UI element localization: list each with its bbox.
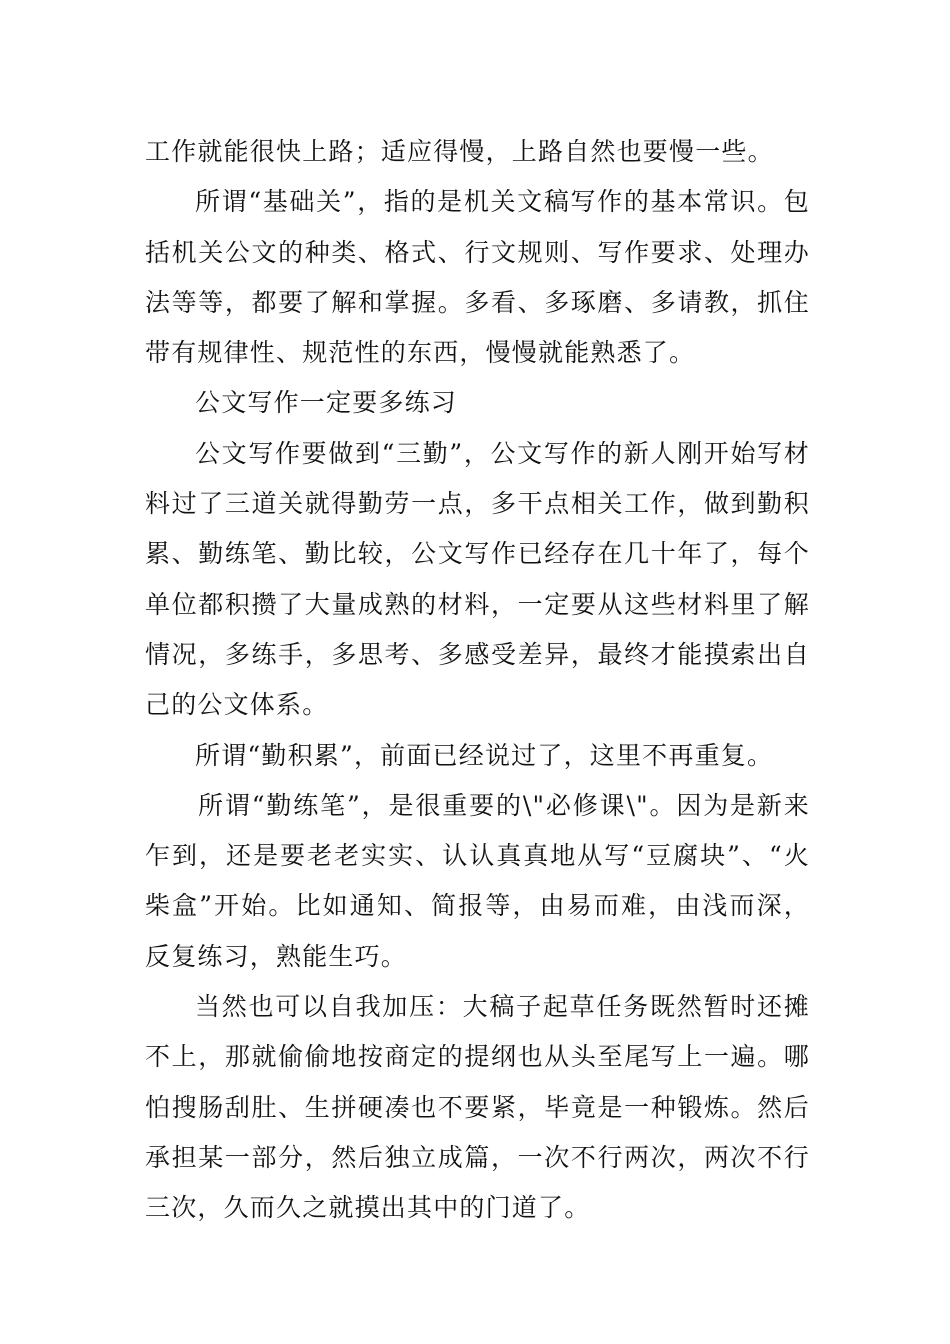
document-body xyxy=(145,127,810,1234)
paragraph-continuation: 工作就能很快上路；适应得慢，上路自然也要慢一些。 xyxy=(145,137,774,166)
paragraph-practice-writing: 所谓“勤练笔”，是很重要的\"必修课\"。因为是新来乍到，还是要老老实实、认认真真地从写“豆腐块”、“火柴盒”开始。比如通知、简报等，由易而难，由浅而深，反复练习，熟能生巧。 xyxy=(145,790,810,971)
paragraph-accumulate: 所谓“勤积累”，前面已经说过了，这里不再重复。 xyxy=(195,740,774,770)
paragraph-basics-gate: 所谓“基础关”，指的是机关文稿写作的基本常识。包括机关公文的种类、格式、行文规则、写作要求、处理办法等等，都要了解和掌握。多看、多琢磨、多请教，抓住带有规律性、规范性的东西，慢慢就能熟悉了。 xyxy=(145,187,810,368)
paragraph-self-pressure: 当然也可以自我加压：大稿子起草任务既然暂时还摊不上，那就偷偷地按商定的提纲也从头至尾写上一遍。哪怕搜肠刮肚、生拼硬凑也不要紧，毕竟是一种锻炼。然后承担某一部分，然后独立成篇，一次不行两次，两次不行三次，久而久之就摸出其中的门道了。 xyxy=(145,992,810,1223)
section-heading-practice: 公文写作一定要多练习 xyxy=(195,388,458,418)
paragraph-three-diligences: 公文写作要做到“三勤”，公文写作的新人刚开始写材料过了三道关就得勤劳一点，多干点相关工作，做到勤积累、勤练笔、勤比较，公文写作已经存在几十年了，每个单位都积攒了大量成熟的材料，一定要从这些材料里了解情况，多练手，多思考、多感受差异，最终才能摸索出自己的公文体系。 xyxy=(145,438,810,720)
